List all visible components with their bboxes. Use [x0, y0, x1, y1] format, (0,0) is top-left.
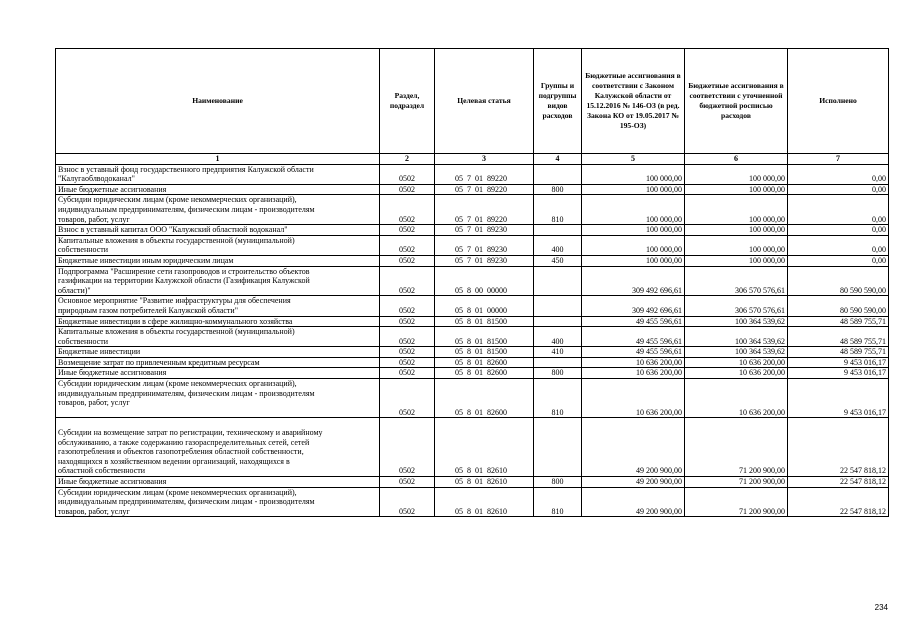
row-executed: 22 547 818,12	[788, 477, 889, 488]
row-budget-law: 309 492 696,61	[582, 296, 685, 316]
row-section: 0502	[380, 316, 435, 327]
table-row	[56, 357, 889, 368]
table-body	[56, 164, 889, 517]
row-name-line: Иные бюджетные ассигнования	[58, 184, 167, 194]
row-name-line: товаров, работ, услуг	[58, 398, 130, 408]
row-budget-law: 309 492 696,61	[582, 266, 685, 296]
row-expense-group: 410	[534, 347, 582, 358]
row-section: 0502	[380, 327, 435, 347]
row-executed: 0,00	[788, 184, 889, 195]
row-target-article: 05 8 01 81500	[435, 347, 534, 358]
row-budget-law: 100 000,00	[582, 164, 685, 184]
row-target-article: 05 8 00 00000	[435, 266, 534, 296]
header-target: Целевая статья	[435, 49, 534, 154]
row-name	[56, 184, 380, 195]
row-expense-group: 810	[534, 487, 582, 517]
table-row	[56, 347, 889, 358]
header-name: Наименование	[56, 49, 380, 154]
row-name-line: собственности	[58, 245, 109, 255]
row-executed: 22 547 818,12	[788, 418, 889, 477]
table-row	[56, 379, 889, 418]
row-executed: 22 547 818,12	[788, 487, 889, 517]
row-executed: 0,00	[788, 225, 889, 236]
table-row	[56, 225, 889, 236]
header-groups: Группы и подгруппы видов расходов	[534, 49, 582, 154]
row-name	[56, 477, 380, 488]
row-expense-group: 450	[534, 255, 582, 266]
row-budget-refined: 100 000,00	[685, 255, 788, 266]
row-name	[56, 368, 380, 379]
row-executed: 48 589 755,71	[788, 347, 889, 358]
row-section: 0502	[380, 296, 435, 316]
row-executed: 0,00	[788, 195, 889, 225]
row-section: 0502	[380, 379, 435, 418]
row-name-line: газификации на территории Калужской области (Газификация Калужской	[58, 276, 310, 286]
row-name-line: индивидуальным предпринимателям, физическим лицам - производителям	[58, 204, 315, 214]
row-section: 0502	[380, 184, 435, 195]
table-row	[56, 235, 889, 255]
row-name	[56, 225, 380, 236]
row-name-line: Капитальные вложения в объекты государственной (муниципальной)	[58, 327, 295, 337]
header-row	[56, 49, 889, 154]
row-name-line: Бюджетные инвестиции	[58, 347, 141, 357]
row-name-line: Подпрограмма "Расширение сети газопроводов и строительство объектов	[58, 266, 310, 276]
header-executed: Исполнено	[788, 49, 889, 154]
header-section: Раздел, подраздел	[380, 49, 435, 154]
row-name	[56, 266, 380, 296]
row-target-article: 05 8 01 82600	[435, 357, 534, 368]
row-expense-group	[534, 296, 582, 316]
column-number: 2	[380, 154, 435, 165]
row-name-line: товаров, работ, услуг	[58, 214, 130, 224]
table-row	[56, 316, 889, 327]
row-budget-law: 10 636 200,00	[582, 379, 685, 418]
row-budget-law: 49 455 596,61	[582, 327, 685, 347]
row-budget-refined: 71 200 900,00	[685, 418, 788, 477]
column-number: 1	[56, 154, 380, 165]
table-row	[56, 164, 889, 184]
column-number: 5	[582, 154, 685, 165]
row-name-line: Субсидии на возмещение затрат по регистрации, техническому и аварийному	[58, 428, 323, 438]
row-target-article: 05 8 01 82610	[435, 477, 534, 488]
row-target-article: 05 7 01 89230	[435, 235, 534, 255]
row-target-article: 05 7 01 89230	[435, 225, 534, 236]
row-expense-group: 810	[534, 195, 582, 225]
row-budget-refined: 71 200 900,00	[685, 487, 788, 517]
row-expense-group	[534, 316, 582, 327]
row-name-line: находящихся в хозяйственном ведении организаций, находящихся в	[58, 456, 290, 466]
row-budget-law: 10 636 200,00	[582, 357, 685, 368]
row-name-line: "Калугаоблводоканал"	[58, 174, 135, 184]
row-expense-group: 400	[534, 327, 582, 347]
row-budget-refined: 306 570 576,61	[685, 296, 788, 316]
budget-table	[55, 48, 889, 517]
row-name-line: области)"	[58, 285, 91, 295]
row-section: 0502	[380, 477, 435, 488]
column-number: 7	[788, 154, 889, 165]
row-executed: 9 453 016,17	[788, 357, 889, 368]
row-name-line: Бюджетные инвестиции иным юридическим лицам	[58, 255, 234, 265]
row-target-article: 05 8 01 82610	[435, 418, 534, 477]
row-section: 0502	[380, 357, 435, 368]
row-budget-law: 49 200 900,00	[582, 418, 685, 477]
row-name	[56, 164, 380, 184]
column-number: 6	[685, 154, 788, 165]
row-expense-group	[534, 418, 582, 477]
column-number: 4	[534, 154, 582, 165]
row-executed: 9 453 016,17	[788, 379, 889, 418]
header-budget-law: Бюджетные ассигнования в соответствии с Законом Калужской области от 15.12.2016 № 146-ОЗ (в ред. Закона КО от 19.05.2017 № 195-ОЗ)	[582, 49, 685, 154]
row-budget-law: 100 000,00	[582, 235, 685, 255]
row-name-line: Субсидии юридическим лицам (кроме некоммерческих организаций),	[58, 195, 297, 205]
table-row	[56, 487, 889, 517]
row-section: 0502	[380, 368, 435, 379]
row-executed: 80 590 590,00	[788, 296, 889, 316]
row-section: 0502	[380, 164, 435, 184]
row-section: 0502	[380, 235, 435, 255]
row-name-line: природным газом потребителей Калужской области"	[58, 305, 238, 315]
row-section: 0502	[380, 225, 435, 236]
table-row	[56, 296, 889, 316]
row-target-article: 05 8 01 82610	[435, 487, 534, 517]
row-name-line	[58, 408, 377, 418]
row-expense-group	[534, 266, 582, 296]
row-target-article: 05 7 01 89220	[435, 184, 534, 195]
row-executed: 0,00	[788, 255, 889, 266]
column-number: 3	[435, 154, 534, 165]
row-name	[56, 418, 380, 477]
table-row	[56, 368, 889, 379]
row-target-article: 05 8 01 82600	[435, 368, 534, 379]
row-expense-group: 800	[534, 368, 582, 379]
row-budget-refined: 100 000,00	[685, 184, 788, 195]
row-expense-group: 400	[534, 235, 582, 255]
row-section: 0502	[380, 487, 435, 517]
row-name-line	[58, 418, 377, 428]
row-name	[56, 255, 380, 266]
row-name-line: Взнос в уставный фонд государственного предприятия Калужской области	[58, 164, 314, 174]
row-name-line: собственности	[58, 336, 109, 346]
row-budget-law: 49 455 596,61	[582, 316, 685, 327]
row-target-article: 05 7 01 89220	[435, 195, 534, 225]
table-row	[56, 418, 889, 477]
row-name-line: Субсидии юридическим лицам (кроме некоммерческих организаций),	[58, 379, 297, 389]
row-executed: 80 590 590,00	[788, 266, 889, 296]
column-number-row	[56, 154, 889, 165]
row-target-article: 05 8 01 81500	[435, 316, 534, 327]
row-name-line: Возмещение затрат по привлеченным кредитным ресурсам	[58, 357, 260, 367]
row-name	[56, 316, 380, 327]
row-section: 0502	[380, 255, 435, 266]
row-name	[56, 327, 380, 347]
row-name-line: Иные бюджетные ассигнования	[58, 368, 167, 378]
table-row	[56, 184, 889, 195]
row-budget-refined: 100 364 539,62	[685, 316, 788, 327]
row-name-line: газопотребления и объектов газопотребления областной собственности,	[58, 447, 304, 457]
row-target-article: 05 8 01 00000	[435, 296, 534, 316]
row-name-line: Иные бюджетные ассигнования	[58, 477, 167, 486]
row-executed: 9 453 016,17	[788, 368, 889, 379]
table-row	[56, 195, 889, 225]
row-name-line: Взнос в уставный капитал ООО "Калужский областной водоканал"	[58, 225, 288, 235]
row-target-article: 05 8 01 81500	[435, 327, 534, 347]
row-name-line: областной собственности	[58, 466, 146, 476]
row-expense-group	[534, 225, 582, 236]
row-name-line: обслуживанию, а также содержанию газораспределительных сетей, сетей	[58, 437, 310, 447]
row-executed: 0,00	[788, 164, 889, 184]
row-section: 0502	[380, 266, 435, 296]
row-name-line: Субсидии юридическим лицам (кроме некоммерческих организаций),	[58, 487, 297, 497]
row-expense-group: 800	[534, 184, 582, 195]
row-expense-group	[534, 164, 582, 184]
row-budget-refined: 100 000,00	[685, 195, 788, 225]
row-budget-law: 49 200 900,00	[582, 487, 685, 517]
row-name	[56, 235, 380, 255]
row-expense-group: 800	[534, 477, 582, 488]
row-budget-refined: 100 364 539,62	[685, 327, 788, 347]
row-name	[56, 487, 380, 517]
row-budget-law: 10 636 200,00	[582, 368, 685, 379]
row-name	[56, 379, 380, 418]
row-budget-refined: 100 000,00	[685, 164, 788, 184]
row-budget-law: 100 000,00	[582, 184, 685, 195]
row-target-article: 05 7 01 89230	[435, 255, 534, 266]
budget-table-sheet	[55, 48, 888, 517]
row-name-line: товаров, работ, услуг	[58, 506, 130, 516]
row-budget-refined: 71 200 900,00	[685, 477, 788, 488]
row-expense-group	[534, 357, 582, 368]
row-budget-refined: 100 000,00	[685, 225, 788, 236]
row-budget-law: 100 000,00	[582, 255, 685, 266]
row-name	[56, 195, 380, 225]
row-budget-refined: 10 636 200,00	[685, 379, 788, 418]
row-budget-refined: 100 000,00	[685, 235, 788, 255]
row-name	[56, 357, 380, 368]
row-budget-law: 49 200 900,00	[582, 477, 685, 488]
page-number: 234	[874, 603, 888, 612]
row-name	[56, 296, 380, 316]
table-row	[56, 266, 889, 296]
row-executed: 0,00	[788, 235, 889, 255]
table-row	[56, 477, 889, 488]
row-name-line: индивидуальным предпринимателям, физическим лицам - производителям	[58, 388, 315, 398]
row-executed: 48 589 755,71	[788, 327, 889, 347]
row-budget-law: 100 000,00	[582, 225, 685, 236]
row-budget-refined: 10 636 200,00	[685, 357, 788, 368]
row-executed: 48 589 755,71	[788, 316, 889, 327]
row-section: 0502	[380, 347, 435, 358]
row-name-line: Основное мероприятие "Развитие инфраструктуры для обеспечения	[58, 296, 291, 306]
row-name-line: Капитальные вложения в объекты государственной (муниципальной)	[58, 235, 295, 245]
row-budget-law: 100 000,00	[582, 195, 685, 225]
row-budget-refined: 100 364 539,62	[685, 347, 788, 358]
header-budget-refined: Бюджетные ассигнования в соответствии с уточненной бюджетной росписью расходов	[685, 49, 788, 154]
row-name-line: индивидуальным предпринимателям, физическим лицам - производителям	[58, 497, 315, 507]
row-section: 0502	[380, 418, 435, 477]
row-budget-refined: 10 636 200,00	[685, 368, 788, 379]
row-target-article: 05 8 01 82600	[435, 379, 534, 418]
row-target-article: 05 7 01 89220	[435, 164, 534, 184]
row-budget-refined: 306 570 576,61	[685, 266, 788, 296]
row-budget-law: 49 455 596,61	[582, 347, 685, 358]
row-section: 0502	[380, 195, 435, 225]
table-row	[56, 327, 889, 347]
row-name-line: Бюджетные инвестиции в сфере жилищно-коммунального хозяйства	[58, 316, 293, 326]
row-name	[56, 347, 380, 358]
table-row	[56, 255, 889, 266]
row-expense-group: 810	[534, 379, 582, 418]
